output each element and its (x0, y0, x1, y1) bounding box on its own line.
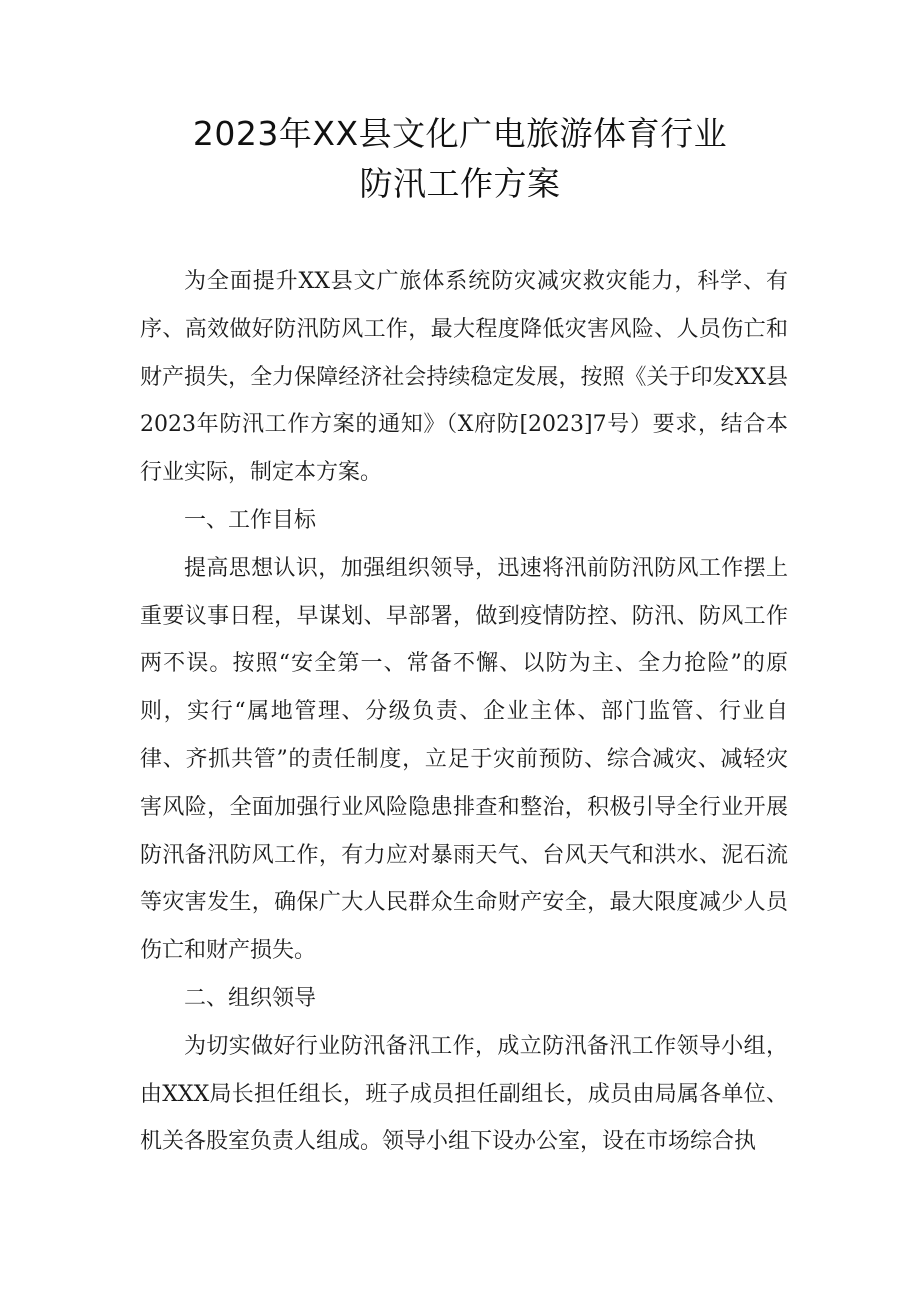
goals-paragraph: 提高思想认识，加强组织领导，迅速将汛前防汛防风工作摆上重要议事日程，早谋划、早部署，做到疫情防控、防汛、防风工作两不误。按照“安全第一、常备不懈、以防为主、全力抢险”的原则，实行“属地管理、分级负责、企业主体、部门监管、行业自律、齐抓共管”的责任制度，立足于灾前预防、综合减灾、减轻灾害风险，全面加强行业风险隐患排查和整治，积极引导全行业开展防汛备汛防风工作，有力应对暴雨天气、台风天气和洪水、泥石流等灾害发生，确保广大人民群众生命财产安全，最大限度减少人员伤亡和财产损失。 (140, 555, 788, 964)
intro-paragraph: 为全面提升XX县文广旅体系统防灾减灾救灾能力，科学、有序、高效做好防汛防风工作，最大程度降低灾害风险、人员伤亡和财产损失，全力保障经济社会持续稳定发展，按照《关于印发XX县2023年防汛工作方案的通知》（X府防[2023]7号）要求，结合本行业实际，制定本方案。 (140, 269, 788, 486)
section-heading-leadership: 二、组织领导 (184, 985, 317, 1011)
document-title-line2: 防汛工作方案 (359, 164, 561, 203)
leadership-paragraph: 为切实做好行业防汛备汛工作，成立防汛备汛工作领导小组，由XXX局长担任组长，班子成员担任副组长，成员由局属各单位、机关各股室负责人组成。领导小组下设办公室，设在市场综合执 (140, 1033, 788, 1155)
document-body (140, 258, 788, 1166)
section-heading-goals: 一、工作目标 (184, 507, 317, 533)
document-title-line1: 2023年XX县文化广电旅游体育行业 (192, 114, 728, 153)
